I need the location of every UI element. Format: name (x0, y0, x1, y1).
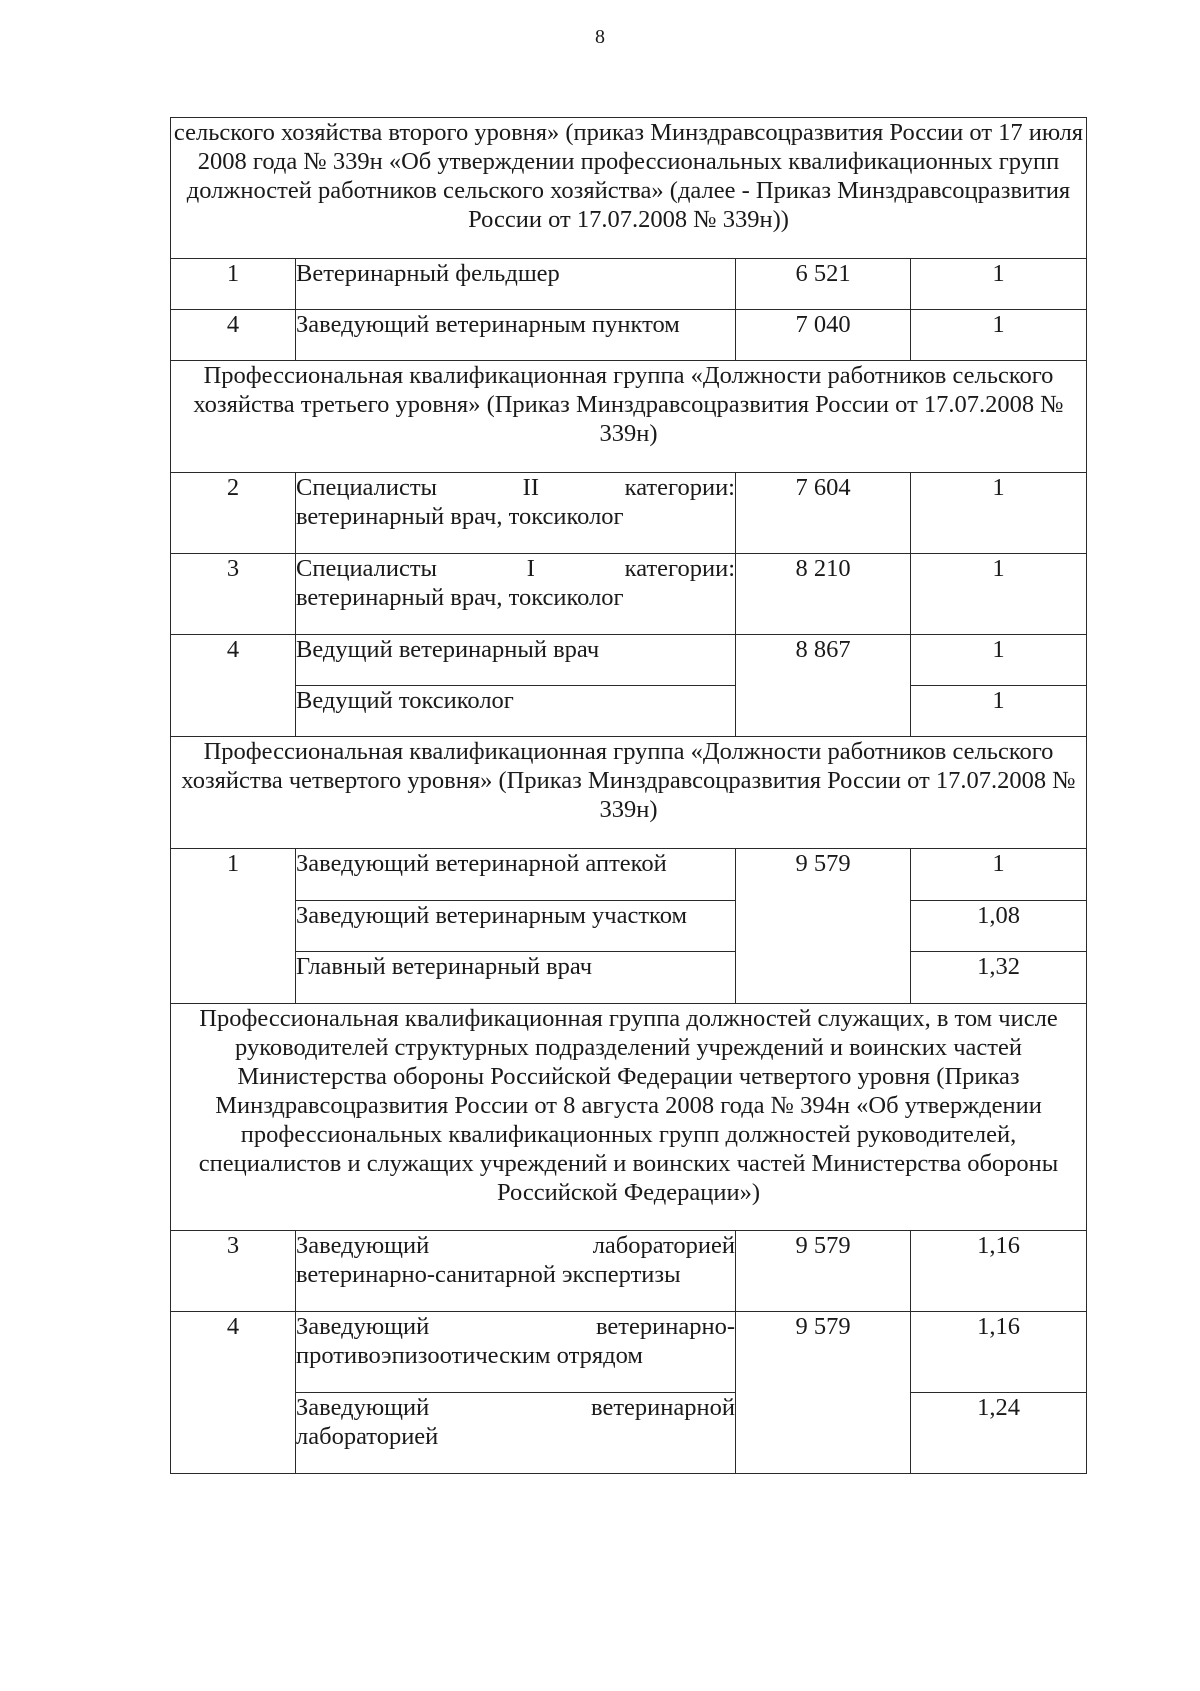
group-header-row (171, 737, 1087, 849)
table-row (171, 901, 1087, 952)
base-salary: 9 579 (736, 1312, 911, 1474)
position-line: Заведующий лабораторией (296, 1232, 735, 1259)
salary-table (170, 117, 1087, 1474)
position-name: Заведующий ветеринарным участком (296, 901, 736, 952)
table-row (171, 1312, 1087, 1393)
group-header-row (171, 1004, 1087, 1231)
base-salary: 9 579 (736, 1231, 911, 1312)
position-name (296, 1393, 736, 1474)
position-line: Специалисты II категории: (296, 474, 735, 501)
table-row (171, 473, 1087, 554)
group-header: Профессиональная квалификационная группа должностей служащих, в том числе руководителей структурных подразделений учреждений и воинских частей Министерства обороны Российской Федерации четвертого уровня (Приказ Минздравсоцразвития России от 8 августа 2008 года № 394н «Об утверждении профессиональных квалификационных групп должностей руководителей, специалистов и служащих учреждений и воинских частей Министерства обороны Российской Федерации») (171, 1004, 1087, 1231)
qualification-level: 1 (171, 259, 296, 310)
table-row (171, 554, 1087, 635)
group-header: сельского хозяйства второго уровня» (приказ Минздравсоцразвития России от 17 июля 2008 года № 339н «Об утверждении профессиональных квалификационных групп должностей работников сельского хозяйства» (далее - Приказ Минздравсоцразвития России от 17.07.2008 № 339н)) (171, 118, 1087, 259)
position-line: ветеринарный врач, токсиколог (296, 584, 624, 611)
coefficient: 1 (911, 849, 1087, 901)
base-salary: 8 867 (736, 635, 911, 737)
group-header: Профессиональная квалификационная группа «Должности работников сельского хозяйства третьего уровня» (Приказ Минздравсоцразвития России от 17.07.2008 № 339н) (171, 361, 1087, 473)
coefficient: 1 (911, 686, 1087, 737)
position-name (296, 554, 736, 635)
base-salary: 8 210 (736, 554, 911, 635)
coefficient: 1 (911, 635, 1087, 686)
table-row (171, 1393, 1087, 1474)
coefficient: 1,16 (911, 1231, 1087, 1312)
group-header: Профессиональная квалификационная группа «Должности работников сельского хозяйства четвертого уровня» (Приказ Минздравсоцразвития России от 17.07.2008 № 339н) (171, 737, 1087, 849)
table-row (171, 259, 1087, 310)
table-row (171, 849, 1087, 901)
page-number: 8 (595, 26, 605, 48)
qualification-level: 4 (171, 310, 296, 361)
coefficient: 1 (911, 473, 1087, 554)
qualification-level: 3 (171, 554, 296, 635)
base-salary: 7 040 (736, 310, 911, 361)
table-row (171, 1231, 1087, 1312)
group-header-row (171, 361, 1087, 473)
coefficient: 1,16 (911, 1312, 1087, 1393)
position-line: Заведующий ветеринарной (296, 1394, 735, 1421)
position-name (296, 1312, 736, 1393)
qualification-level: 2 (171, 473, 296, 554)
position-line: Заведующий ветеринарно- (296, 1313, 735, 1340)
position-name: Ведущий токсиколог (296, 686, 736, 737)
coefficient: 1 (911, 554, 1087, 635)
qualification-level: 4 (171, 635, 296, 737)
position-name: Заведующий ветеринарным пунктом (296, 310, 736, 361)
base-salary: 6 521 (736, 259, 911, 310)
coefficient: 1 (911, 259, 1087, 310)
table-row (171, 310, 1087, 361)
position-name: Ветеринарный фельдшер (296, 259, 736, 310)
table-row (171, 635, 1087, 686)
group-header-row (171, 118, 1087, 259)
table-row (171, 952, 1087, 1004)
position-name: Заведующий ветеринарной аптекой (296, 849, 736, 901)
position-line: лабораторией (296, 1423, 439, 1450)
position-name: Главный ветеринарный врач (296, 952, 736, 1004)
qualification-level: 3 (171, 1231, 296, 1312)
position-line: противоэпизоотическим отрядом (296, 1342, 643, 1369)
base-salary: 9 579 (736, 849, 911, 1004)
position-name (296, 473, 736, 554)
coefficient: 1,08 (911, 901, 1087, 952)
position-line: ветеринарно-санитарной экспертизы (296, 1261, 681, 1288)
coefficient: 1,24 (911, 1393, 1087, 1474)
position-name (296, 1231, 736, 1312)
position-line: Специалисты I категории: (296, 555, 735, 582)
table-row (171, 686, 1087, 737)
qualification-level: 4 (171, 1312, 296, 1474)
base-salary: 7 604 (736, 473, 911, 554)
coefficient: 1,32 (911, 952, 1087, 1004)
position-line: ветеринарный врач, токсиколог (296, 503, 624, 530)
position-name: Ведущий ветеринарный врач (296, 635, 736, 686)
qualification-level: 1 (171, 849, 296, 1004)
coefficient: 1 (911, 310, 1087, 361)
